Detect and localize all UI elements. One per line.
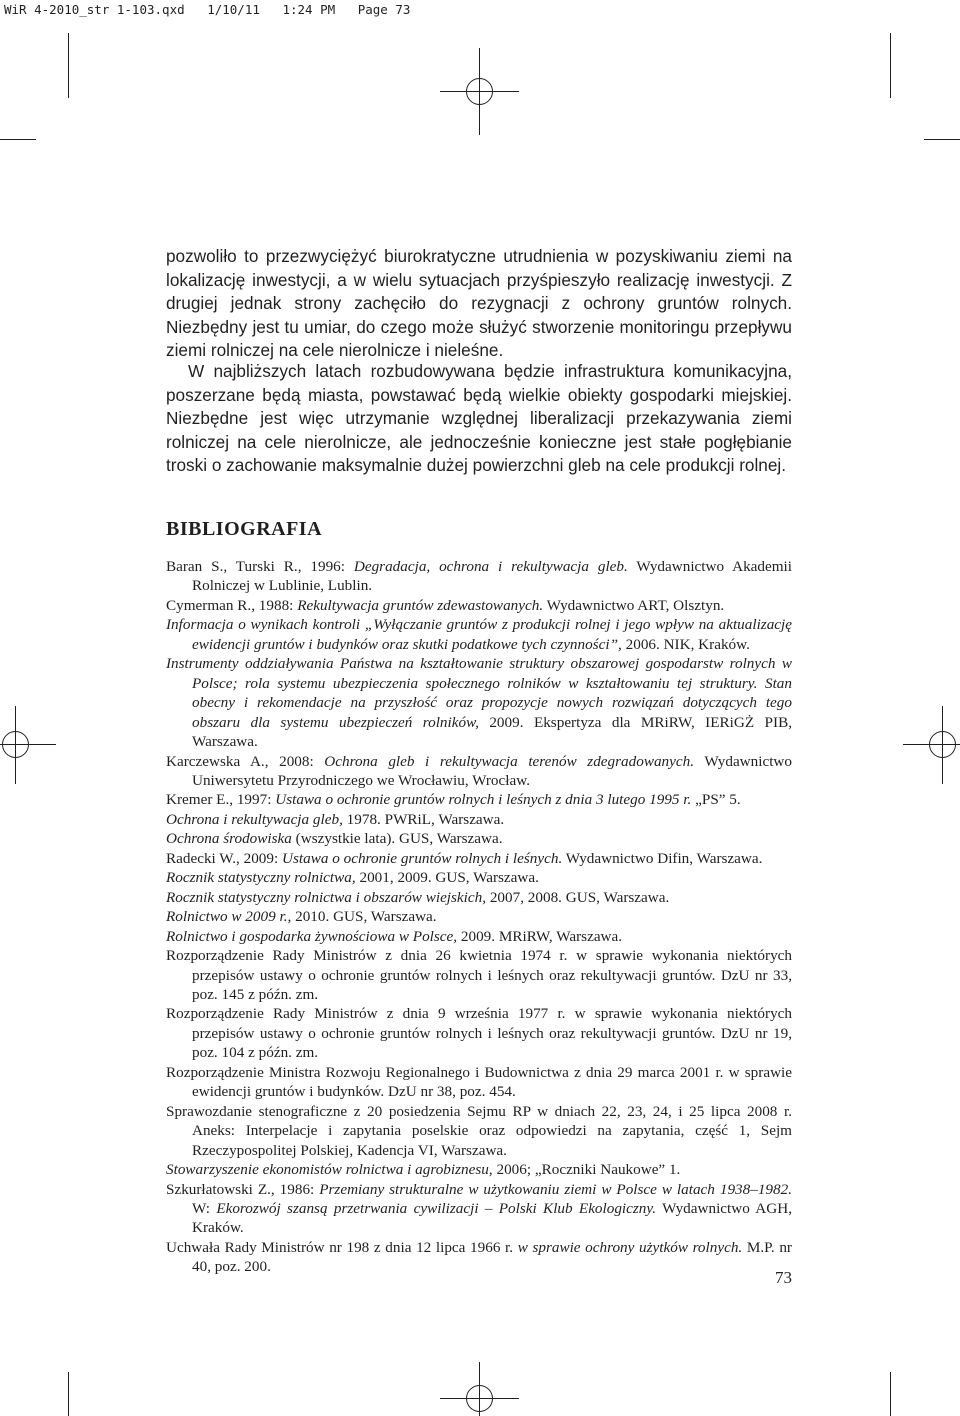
entry-text: W:: [192, 1199, 217, 1217]
entry-title-italic: Ekorozwój szansą przetrwania cywilizacji – Polski Klub Ekologiczny.: [216, 1199, 657, 1217]
registration-mark-top: [440, 48, 519, 135]
entry-title-italic: Instrumenty oddziaływania Państwa na kształtowanie struktury obszarowej gospodarstw rolnych w Polsce; rola systemu ubezpieczenia społecznego rolników w kształtowaniu tej struktury. Stan obecny i rekomendacje na przyszłość oraz propozycje nowych rozwiązań dotyczących tego obszaru dla systemu ubezpieczeń rolników,: [166, 655, 792, 731]
entry-text: Rozporządzenie Rady Ministrów z dnia 26 kwietnia 1974 r. w sprawie wykonania niektórych przepisów ustawy o ochronie gruntów rolnych i leśnych oraz rekultywacji gruntów. DzU nr 33, poz. 145 z późn. zm.: [166, 947, 792, 1003]
entry-text: Szkurłatowski Z., 1986:: [166, 1180, 320, 1198]
bibliography-entry: [166, 615, 792, 654]
bibliography-heading: BIBLIOGRAFIA: [166, 518, 323, 540]
entry-title-italic: Ochrona i rekultywacja gleb,: [166, 810, 343, 828]
entry-title-italic: Ustawa o ochronie gruntów rolnych i leśnych z dnia 3 lutego 1995 r.: [275, 791, 692, 809]
bibliography-entry: [166, 829, 792, 848]
entry-text: „PS” 5.: [691, 791, 741, 809]
entry-title-italic: Rolnictwo i gospodarka żywnościowa w Polsce,: [166, 927, 458, 945]
entry-text: Wydawnictwo ART, Olsztyn.: [543, 596, 725, 614]
bibliography-entry: [166, 810, 792, 829]
entry-title-italic: Rocznik statystyczny rolnictwa i obszarów wiejskich,: [166, 888, 487, 906]
entry-text: Wydawnictwo Uniwersytetu Przyrodniczego we Wrocławiu, Wrocław.: [192, 752, 792, 789]
bibliography-entry: [166, 1102, 792, 1160]
entry-title-italic: Degradacja, ochrona i rekultywacja gleb.: [353, 558, 628, 575]
entry-title-italic: Ochrona środowiska: [166, 830, 292, 848]
bibliography-entry: [166, 849, 792, 868]
entry-text: Rozporządzenie Rady Ministrów z dnia 9 września 1977 r. w sprawie wykonania niektórych przepisów ustawy o ochronie gruntów rolnych i leśnych oraz rekultywacji gruntów. DzU nr 19, poz. 104 z późn. zm.: [166, 1005, 792, 1062]
entry-text: 2006; „Roczniki Naukowe” 1.: [492, 1161, 681, 1179]
entry-text: Sprawozdanie stenograficzne z 20 posiedzenia Sejmu RP w dniach 22, 23, 24, i 25 lipca 2008 r. Aneks: Interpelacje i zapytania poselskie oraz odpowiedzi na zapytania, część 1, Sejm Rzeczypospolitej Polskiej, Kadencja VI, Warszawa.: [166, 1102, 792, 1159]
print-slug: WiR 4-2010_str 1-103.qxd 1/10/11 1:24 PM Page 73: [4, 2, 411, 17]
entry-text: Uchwała Rady Ministrów nr 198 z dnia 12 lipca 1966 r.: [166, 1238, 518, 1256]
entry-text: Wydawnictwo Akademii Rolniczej w Lublinie, Lublin.: [192, 558, 792, 595]
bibliography-entry: [166, 927, 792, 946]
entry-text: Rozporządzenie Ministra Rozwoju Regionalnego i Budownictwa z dnia 29 marca 2001 r. w sprawie ewidencji gruntów i budynków. DzU nr 38, poz. 454.: [166, 1063, 792, 1101]
entry-text: 2010. GUS, Warszawa.: [291, 908, 437, 926]
entry-text: Baran S., Turski R., 1996:: [166, 558, 354, 575]
body-paragraph-1: pozwoliło to przezwyciężyć biurokratyczne utrudnienia w pozyskiwaniu ziemi na lokalizację inwestycji, a w wielu sytuacjach przyśpieszyło realizację inwestycji. Z drugiej jednak strony zachęciło do rezygnacji z ochrony gruntów rolnych. Niezbędny jest tu umiar, do czego może służyć stworzenie monitoringu przepływu ziemi rolniczej na cele nierolnicze i nieleśne.: [166, 246, 792, 360]
bibliography-entry: [166, 1180, 792, 1238]
page-number: 73: [775, 1268, 792, 1287]
entry-text: (wszystkie lata). GUS, Warszawa.: [291, 830, 503, 848]
entry-text: 1978. PWRiL, Warszawa.: [342, 810, 505, 828]
entry-text: Wydawnictwo Difin, Warszawa.: [562, 849, 763, 867]
entry-text: 2001, 2009. GUS, Warszawa.: [355, 869, 539, 887]
bibliography-entry: [166, 557, 792, 596]
entry-text: M.P. nr 40, poz. 200.: [192, 1238, 792, 1276]
entry-text: Wydawnictwo AGH, Kraków.: [192, 1199, 792, 1237]
bibliography-entry: [166, 1063, 792, 1102]
bibliography-entry: [166, 888, 792, 907]
entry-title-italic: Przemiany strukturalne w użytkowaniu ziemi w Polsce w latach 1938–1982.: [319, 1180, 792, 1198]
bibliography-entry: [166, 752, 792, 791]
body-paragraph-2: W najbliższych latach rozbudowywana będzie infrastruktura komunikacyjna, poszerzane będą miasta, powstawać będą wielkie obiekty gospodarki miejskiej. Niezbędne jest więc utrzymanie względnej liberalizacji przekazywania ziemi rolniczej na cele nierolnicze, ale jednocześnie konieczne jest stałe pogłębianie troski o zachowanie maksymalnie dużej powierzchni gleb na cele produkcji rolnej.: [166, 361, 792, 475]
bibliography-entry: [166, 946, 792, 1004]
bibliography-list: [166, 557, 792, 1277]
registration-mark-right: [903, 706, 960, 784]
registration-mark-bottom: [440, 1362, 519, 1416]
bibliography-entry: [166, 1004, 792, 1062]
entry-title-italic: Ustawa o ochronie gruntów rolnych i leśnych.: [282, 849, 563, 867]
registration-mark-left: [0, 706, 56, 784]
bibliography-entry: [166, 790, 792, 809]
entry-title-italic: Stowarzyszenie ekonomistów rolnictwa i agrobiznesu,: [166, 1161, 493, 1179]
entry-title-italic: Rocznik statystyczny rolnictwa,: [166, 869, 356, 887]
bibliography-entry: [166, 654, 792, 751]
entry-text: Cymerman R., 1988:: [166, 596, 298, 614]
entry-text: 2007, 2008. GUS, Warszawa.: [486, 888, 670, 906]
bibliography-entry: [166, 907, 792, 926]
entry-text: 2006. NIK, Kraków.: [621, 635, 750, 653]
entry-title-italic: Rolnictwo w 2009 r.,: [166, 908, 292, 926]
entry-title-italic: Informacja o wynikach kontroli „Wyłączanie gruntów z produkcji rolnej i jego wpływ na aktualizację ewidencji gruntów i budynków oraz skutki podatkowe tych czynności”,: [166, 616, 792, 653]
entry-title-italic: w sprawie ochrony użytków rolnych.: [517, 1238, 743, 1256]
bibliography-entry: [166, 1238, 792, 1277]
bibliography-entry: [166, 868, 792, 887]
bibliography-entry: [166, 1160, 792, 1179]
entry-text: Kremer E., 1997:: [166, 791, 276, 809]
entry-text: 2009. Ekspertyza dla MRiRW, IERiGŻ PIB, Warszawa.: [192, 713, 792, 751]
entry-title-italic: Rekultywacja gruntów zdewastowanych.: [297, 596, 544, 614]
entry-text: Radecki W., 2009:: [166, 849, 283, 867]
entry-title-italic: Ochrona gleb i rekultywacja terenów zdegradowanych.: [324, 752, 695, 770]
bibliography-entry: [166, 596, 792, 615]
entry-text: 2009. MRiRW, Warszawa.: [457, 927, 623, 945]
entry-text: Karczewska A., 2008:: [166, 752, 325, 770]
